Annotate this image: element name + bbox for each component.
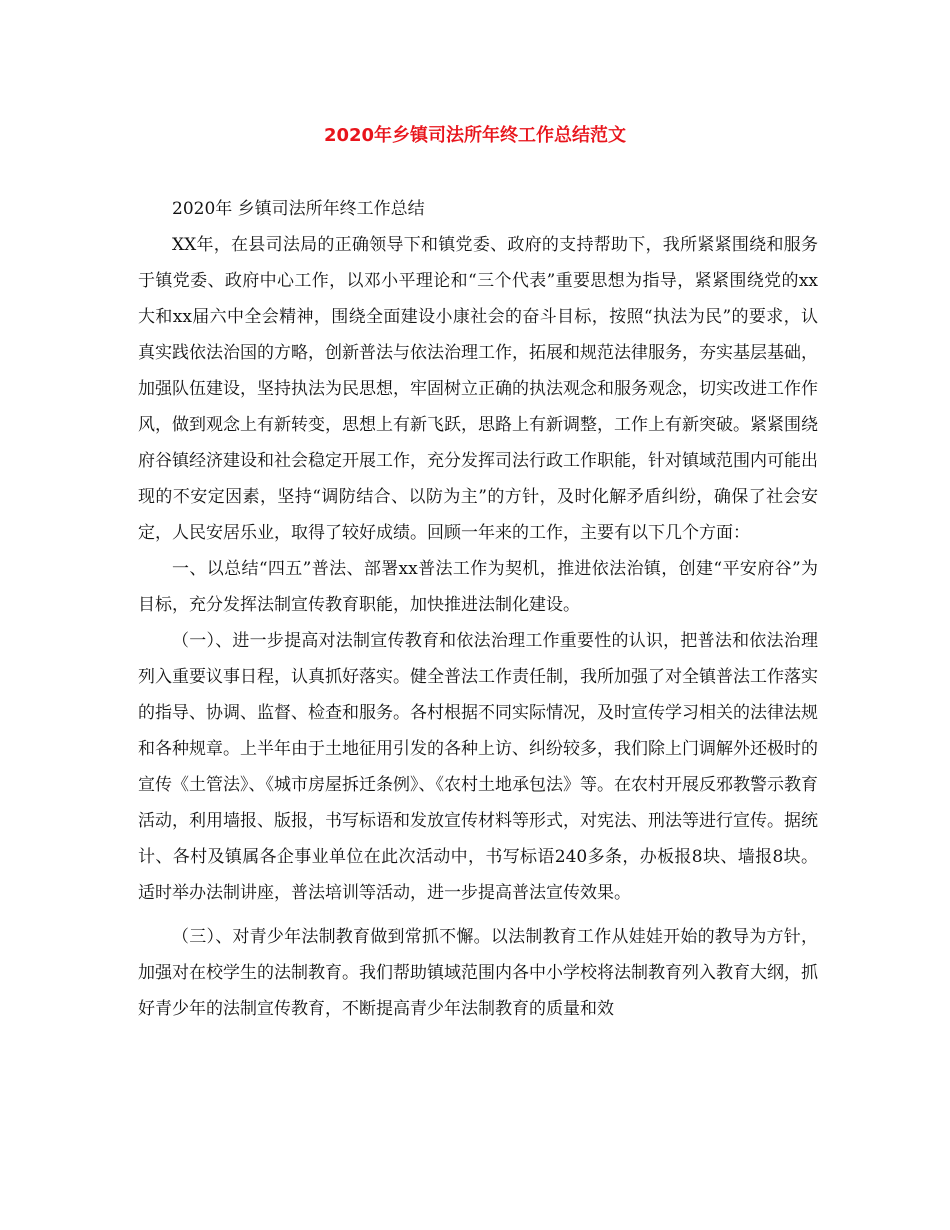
paragraph-intro: XX年，在县司法局的正确领导下和镇党委、政府的支持帮助下，我所紧紧围绕和服务于镇党委、政府中心工作，以邓小平理论和“三个代表”重要思想为指导，紧紧围绕党的xx大和xx届六中全会精神，围绕全面建设小康社会的奋斗目标，按照“执法为民”的要求，认真实践依法治国的方略，创新普法与依法治理工作，拓展和规范法律服务，夯实基层基础，加强队伍建设，坚持执法为民思想，牢固树立正确的执法观念和服务观念，切实改进工作作风，做到观念上有新转变，思想上有新飞跃，思路上有新调整，工作上有新突破。紧紧围绕府谷镇经济建设和社会稳定开展工作，充分发挥司法行政工作职能，针对镇域范围内可能出现的不安定因素，坚持“调防结合、以防为主”的方针，及时化解矛盾纠纷，确保了社会安定，人民安居乐业，取得了较好成绩。回顾一年来的工作，主要有以下几个方面： (138, 235, 818, 543)
document-title: 2020年乡镇司法所年终工作总结范文 (323, 125, 627, 146)
paragraph-section-one: 一、以总结“四五”普法、部署xx普法工作为契机，推进依法治镇，创建“平安府谷”为目标，充分发挥法制宣传教育职能，加快推进法制化建设。 (138, 559, 818, 615)
paragraph-subsection-three: （三）、对青少年法制教育做到常抓不懈。以法制教育工作从娃娃开始的教导为方针，加强对在校学生的法制教育。我们帮助镇域范围内各中小学校将法制教育列入教育大纲，抓好青少年的法制宣传教育，不断提高青少年法制教育的质量和效 (138, 927, 818, 1019)
paragraph-subsection-one: （一）、进一步提高对法制宣传教育和依法治理工作重要性的认识，把普法和依法治理列入重要议事日程，认真抓好落实。健全普法工作责任制，我所加强了对全镇普法工作落实的指导、协调、监督、检查和服务。各村根据不同实际情况，及时宣传学习相关的法律法规和各种规章。上半年由于土地征用引发的各种上访、纠纷较多，我们除上门调解外还极时的宣传《土管法》、《城市房屋拆迁条例》、《农村土地承包法》等。在农村开展反邪教警示教育活动，利用墙报、版报，书写标语和发放宣传材料等形式，对宪法、刑法等进行宣传。据统计、各村及镇属各企事业单位在此次活动中，书写标语240多条，办板报8块、墙报8块。适时举办法制讲座，普法培训等活动，进一步提高普法宣传效果。 (138, 631, 818, 903)
paragraph-subtitle: 2020年 乡镇司法所年终工作总结 (172, 199, 425, 219)
document-body (138, 191, 818, 1027)
